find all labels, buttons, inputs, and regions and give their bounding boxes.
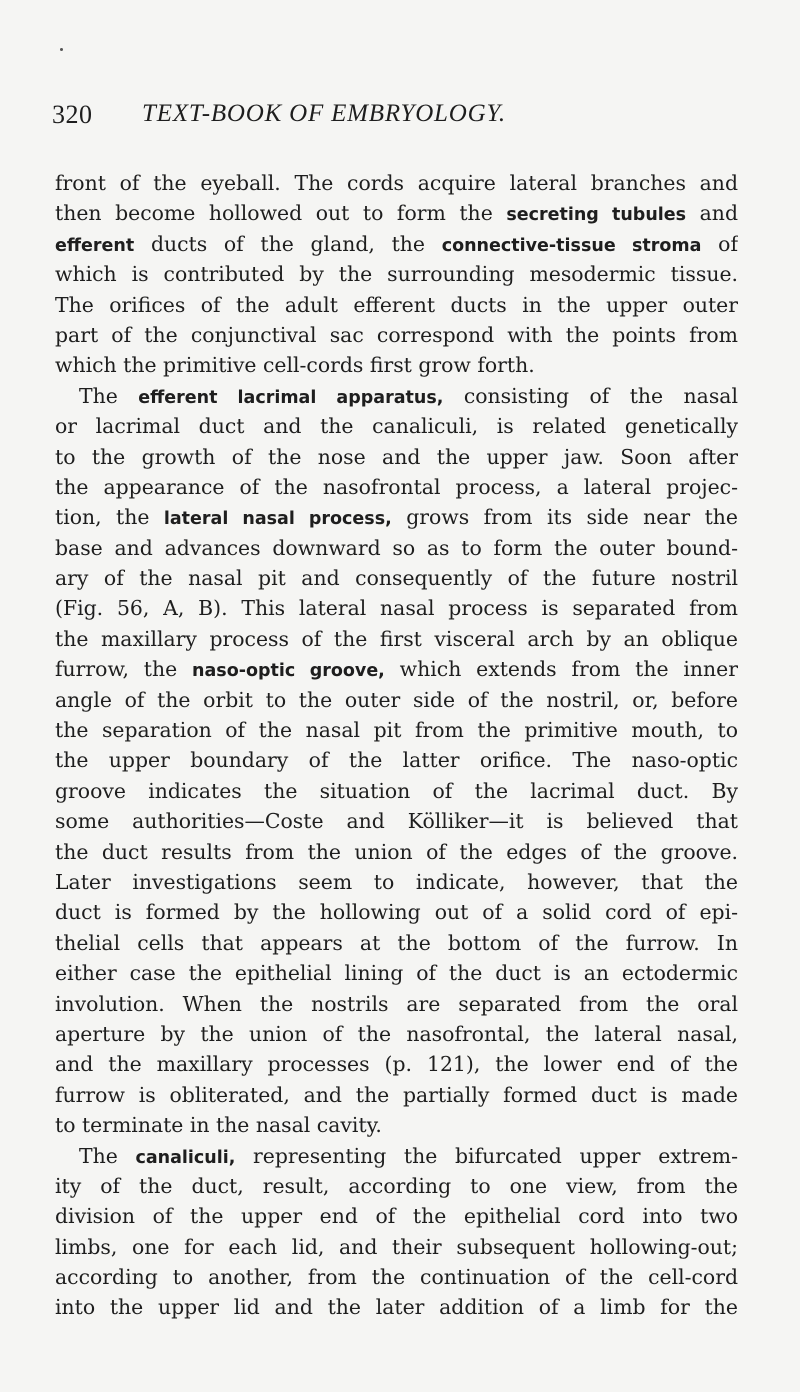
text-line — [55, 958, 738, 988]
text-line — [55, 1049, 738, 1079]
text-line — [55, 745, 738, 775]
text-run: tion, the — [55, 505, 164, 530]
text-line — [55, 168, 738, 198]
text-line — [55, 685, 738, 715]
text-run: involution. When the nostrils are separated from the oral — [55, 991, 738, 1016]
text-run: limbs, one for each lid, and their subsequent hollowing-out; — [55, 1234, 738, 1259]
text-line — [55, 776, 738, 806]
text-run: The — [79, 1143, 136, 1168]
text-run: furrow, the — [55, 657, 193, 682]
text-line — [55, 928, 738, 958]
text-line — [55, 1141, 738, 1171]
text-line — [55, 1080, 738, 1110]
text-run: representing the bifurcated upper extrem- — [235, 1143, 738, 1168]
text-run: the duct results from the union of the edges of the groove. — [55, 839, 738, 864]
text-line — [55, 198, 738, 228]
text-run: front of the eyeball. The cords acquire lateral branches and — [55, 171, 738, 195]
text-line — [55, 806, 738, 836]
text-line — [55, 411, 738, 441]
text-line — [55, 472, 738, 502]
text-run: which extends from the inner — [384, 657, 738, 682]
bold-term: lateral nasal process, — [163, 509, 392, 530]
text-run: which the primitive cell-cords first grow forth. — [55, 353, 535, 378]
text-run: which is contributed by the surrounding mesodermic tissue. — [55, 262, 738, 287]
text-run: and — [686, 201, 738, 226]
text-line — [55, 259, 738, 289]
text-line — [55, 1292, 738, 1322]
running-title: TEXT-BOOK OF EMBRYOLOGY. — [142, 100, 506, 127]
text-line — [55, 989, 738, 1019]
text-run: the separation of the nasal pit from the primitive mouth, to — [55, 718, 738, 743]
text-line — [55, 229, 738, 259]
text-run: duct is formed by the hollowing out of a solid cord of epi- — [55, 900, 738, 925]
text-run: into the upper lid and the later addition of a limb for the — [55, 1295, 738, 1320]
text-run: angle of the orbit to the outer side of the nostril, or, before — [55, 687, 738, 712]
text-line — [55, 350, 738, 380]
text-line — [55, 867, 738, 897]
text-line — [55, 1201, 738, 1231]
text-run: to terminate in the nasal cavity. — [55, 1113, 382, 1138]
text-line — [55, 563, 738, 593]
text-run: ary of the nasal pit and consequently of the future nostril — [55, 566, 738, 591]
text-line — [55, 715, 738, 745]
bold-term: efferent — [55, 235, 135, 256]
text-run: ity of the duct, result, according to one view, from the — [55, 1173, 738, 1198]
text-run: the upper boundary of the latter orifice. The naso-optic — [55, 748, 738, 773]
text-run: the appearance of the nasofrontal process, a lateral projec- — [55, 474, 738, 499]
text-run: part of the conjunctival sac correspond with the points from — [55, 322, 738, 347]
text-run: according to another, from the continuation of the cell-cord — [55, 1265, 738, 1290]
text-line — [55, 837, 738, 867]
page-header — [52, 100, 692, 140]
page-number: 320 — [52, 100, 93, 129]
text-line — [55, 502, 738, 532]
text-line — [55, 1019, 738, 1049]
text-run: or lacrimal duct and the canaliculi, is related genetically — [55, 414, 738, 439]
text-line — [55, 1171, 738, 1201]
text-run: grows from its side near the — [391, 505, 738, 530]
text-run: ducts of the gland, the — [134, 231, 442, 256]
text-run: The orifices of the adult efferent ducts in the upper outer — [55, 292, 738, 317]
text-line — [55, 320, 738, 350]
text-run: (Fig. 56, A, B). This lateral nasal process is separated from — [55, 596, 738, 621]
text-line — [55, 1232, 738, 1262]
bold-term: naso-optic groove, — [192, 661, 385, 682]
text-run: thelial cells that appears at the bottom of the furrow. In — [55, 930, 738, 955]
text-run: aperture by the union of the nasofrontal, the lateral nasal, — [55, 1021, 738, 1046]
text-line — [55, 1262, 738, 1292]
text-line — [55, 381, 738, 411]
text-line — [55, 290, 738, 320]
text-line — [55, 593, 738, 623]
text-run: and the maxillary processes (p. 121), the lower end of the — [55, 1052, 738, 1077]
text-run: base and advances downward so as to form the outer bound- — [55, 535, 738, 560]
text-line — [55, 897, 738, 927]
print-speck — [60, 48, 63, 51]
text-run: The — [79, 383, 139, 408]
text-run: the maxillary process of the first visceral arch by an oblique — [55, 626, 738, 651]
text-run: groove indicates the situation of the lacrimal duct. By — [55, 778, 738, 803]
text-line — [55, 1110, 738, 1140]
text-run: then become hollowed out to form the — [55, 201, 507, 226]
text-line — [55, 442, 738, 472]
text-run: some authorities—Coste and Kölliker—it is believed that — [55, 809, 738, 834]
text-run: of — [701, 231, 738, 256]
text-run: to the growth of the nose and the upper jaw. Soon after — [55, 444, 738, 469]
text-run: consisting of the nasal — [443, 383, 738, 408]
bold-term: efferent lacrimal apparatus, — [138, 387, 444, 408]
text-line — [55, 624, 738, 654]
body-text — [55, 168, 738, 1323]
text-run: either case the epithelial lining of the duct is an ectodermic — [55, 961, 738, 986]
text-line — [55, 654, 738, 684]
text-run: furrow is obliterated, and the partially formed duct is made — [55, 1082, 738, 1107]
bold-term: secreting tubules — [506, 205, 687, 226]
text-run: division of the upper end of the epithelial cord into two — [55, 1204, 738, 1229]
bold-term: canaliculi, — [135, 1147, 236, 1168]
bold-term: connective-tissue stroma — [441, 235, 702, 256]
text-line — [55, 533, 738, 563]
text-run: Later investigations seem to indicate, however, that the — [55, 869, 738, 894]
